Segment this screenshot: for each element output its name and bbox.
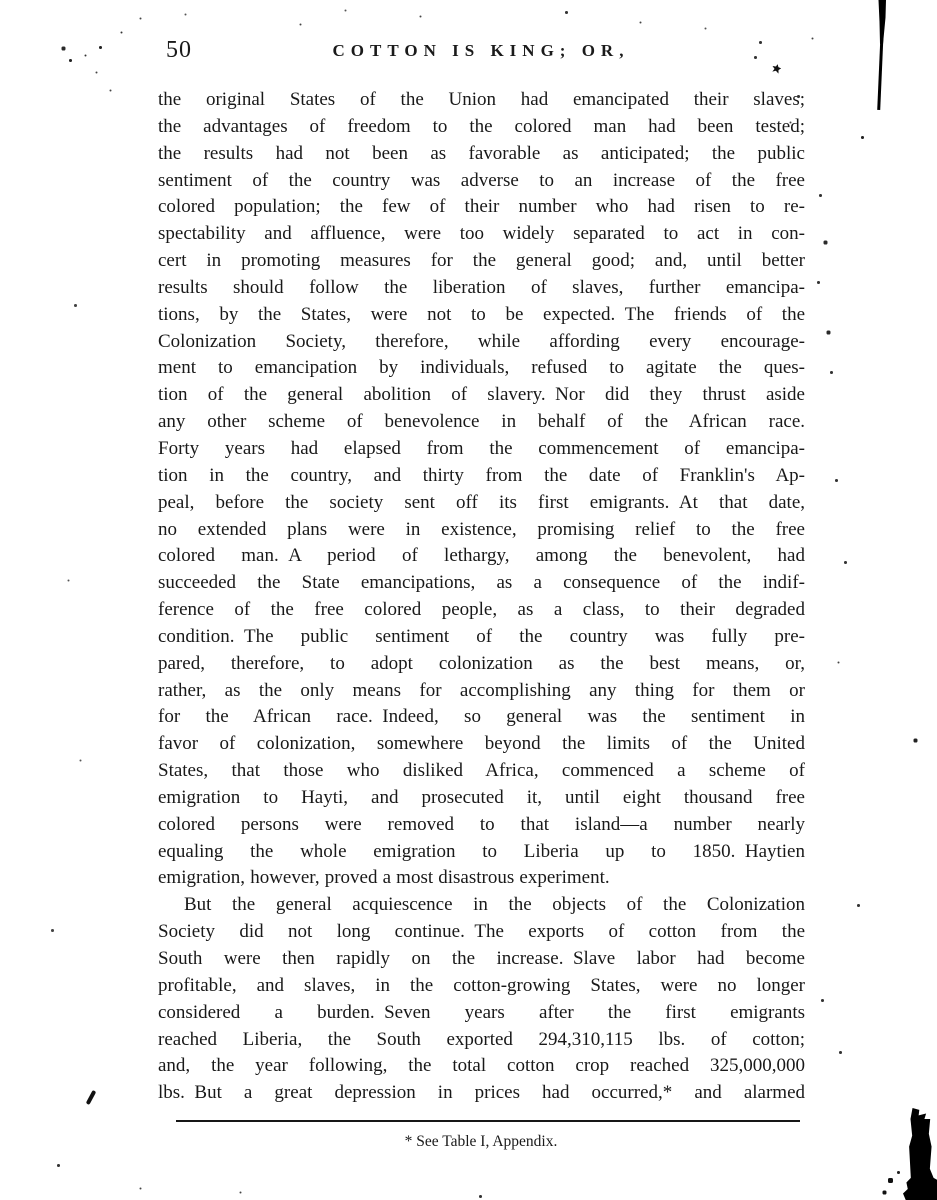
scan-speck-field	[0, 0, 1, 1]
text-line: pared, therefore, to adopt colonization as the best means, or,	[158, 652, 805, 674]
text-line: South were then rapidly on the increase. Slave labor had become	[158, 948, 805, 969]
text-line: succeeded the State emancipations, as a consequence of the indif-	[158, 572, 805, 594]
text-line: results should follow the liberation of slaves, further emancipa-	[158, 276, 805, 298]
text-line: considered a burden. Seven years after the first emigrants	[158, 1001, 805, 1023]
text-line: rather, as the only means for accomplishing any thing for them or	[158, 679, 805, 701]
text-line: profitable, and slaves, in the cotton-growing States, were no longer	[158, 974, 805, 996]
text-line: emigration to Hayti, and prosecuted it, until eight thousand free	[158, 786, 805, 808]
footnote-rule	[176, 1120, 800, 1122]
text-line: equaling the whole emigration to Liberia up to 1850. Haytien	[158, 840, 805, 862]
text-line: States, that those who disliked Africa, commenced a scheme of	[158, 760, 805, 782]
text-line: cert in promoting measures for the general good; and, until better	[158, 250, 805, 272]
body-text	[158, 87, 805, 1107]
scan-artifact-line	[877, 28, 884, 110]
text-line: peal, before the society sent off its first emigrants. At that date,	[158, 491, 805, 513]
text-line: favor of colonization, somewhere beyond the limits of the United	[158, 733, 805, 755]
text-line: emigration, however, proved a most disastrous experiment.	[158, 867, 610, 889]
text-line: But the general acquiescence in the objects of the Colonization	[184, 894, 805, 916]
text-line: the results had not been as favorable as anticipated; the public	[158, 142, 805, 164]
text-line: Forty years had elapsed from the commencement of emancipa-	[158, 437, 805, 459]
page-number: 50	[166, 37, 192, 63]
text-line: colored persons were removed to that island—a number nearly	[158, 813, 805, 835]
text-line: tion in the country, and thirty from the date of Franklin's Ap-	[158, 464, 805, 486]
running-header: COTTON IS KING; OR,	[332, 41, 630, 60]
text-line: Society did not long continue. The exports of cotton from the	[158, 921, 805, 943]
text-line: spectability and affluence, were too widely separated to act in con-	[158, 223, 805, 245]
ink-smudge	[771, 63, 782, 74]
text-line: ment to emancipation by individuals, refused to agitate the ques-	[158, 357, 805, 379]
text-line: condition. The public sentiment of the country was fully pre-	[158, 625, 805, 647]
text-line: the original States of the Union had emancipated their slaves;	[158, 89, 805, 110]
text-line: and, the year following, the total cotton crop reached 325,000,000	[158, 1055, 805, 1077]
text-line: for the African race. Indeed, so general was the sentiment in	[158, 706, 805, 728]
text-line: tions, by the States, were not to be expected. The friends of the	[158, 303, 805, 325]
scan-slash-mark	[86, 1090, 97, 1105]
footnote: * See Table I, Appendix.	[404, 1133, 558, 1150]
text-line: any other scheme of benevolence in behalf of the African race.	[158, 411, 805, 433]
scan-corner-blob	[903, 1108, 937, 1200]
text-line: reached Liberia, the South exported 294,310,115 lbs. of cotton;	[158, 1028, 805, 1050]
text-line: ference of the free colored people, as a class, to their degraded	[158, 599, 805, 621]
text-line: tion of the general abolition of slavery. Nor did they thrust aside	[158, 384, 805, 406]
text-line: sentiment of the country was adverse to an increase of the free	[158, 169, 805, 191]
text-line: colored man. A period of lethargy, among the benevolent, had	[158, 545, 805, 567]
text-line: no extended plans were in existence, promising relief to the free	[158, 518, 805, 540]
text-line: Colonization Society, therefore, while affording every encourage-	[158, 330, 805, 352]
text-line: the advantages of freedom to the colored man had been tested;	[158, 115, 805, 137]
text-line: colored population; the few of their number who had risen to re-	[158, 196, 805, 218]
text-line: lbs. But a great depression in prices had occurred,* and alarmed	[158, 1082, 805, 1104]
